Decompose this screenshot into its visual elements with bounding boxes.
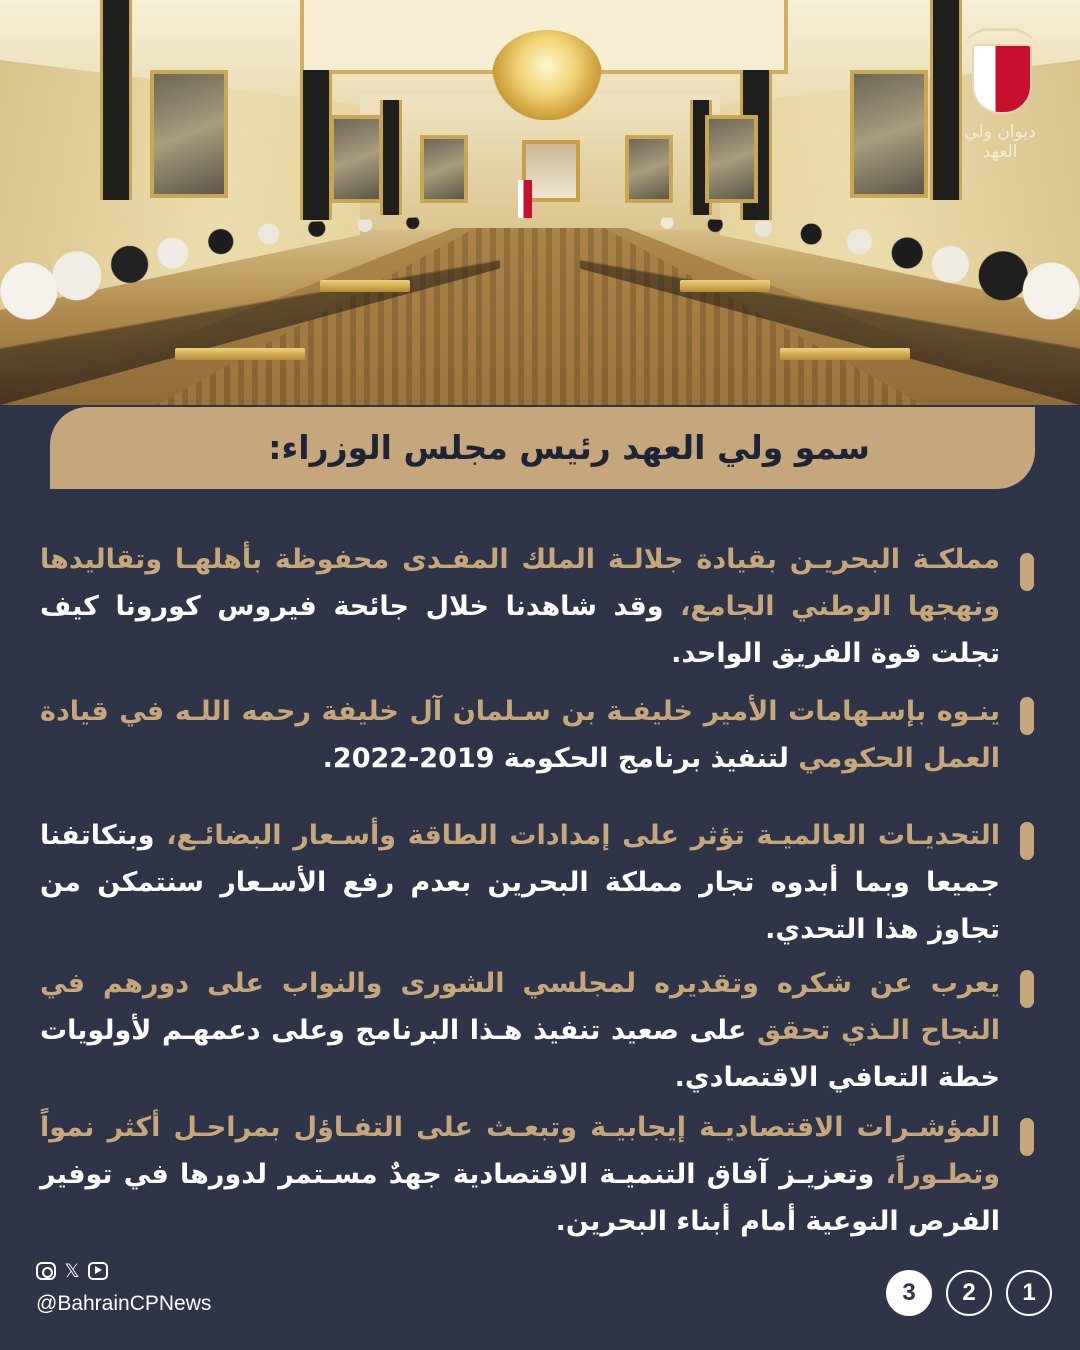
list-item bbox=[40, 688, 1000, 782]
page-indicator-1[interactable]: 1 bbox=[1006, 1270, 1052, 1316]
flag bbox=[518, 180, 532, 218]
item-text: وقد شاهدنا خلال جائحة فيروس كورونا كيف تجلت قوة الفريق الواحد. bbox=[40, 591, 1000, 669]
social-icons bbox=[36, 1262, 108, 1282]
bahrain-crest-icon bbox=[972, 44, 1032, 114]
item-highlight: التحديـات العالميـة تؤثر على إمدادات الطاقة وأسـعار البضائـع، bbox=[166, 820, 1000, 851]
page-title: سمو ولي العهد رئيس مجلس الوزراء: bbox=[268, 428, 870, 467]
twitter-icon[interactable]: 𝕏 bbox=[64, 1260, 80, 1282]
page-indicator-2[interactable]: 2 bbox=[946, 1270, 992, 1316]
bullet-marker bbox=[1020, 697, 1034, 735]
item-highlight: مملكـة البحريـن بقيادة جلالـة الملك المفـدى محفوظة بأهلهـا وتقاليدها ونهجها الوطني الجامع، bbox=[40, 544, 1001, 622]
bullet-marker bbox=[1020, 970, 1034, 1008]
pagination bbox=[886, 1270, 1052, 1316]
item-highlight: المؤشـرات الاقتصاديـة إيجابيـة وتبعـث على التفـاؤل بمراحـل أكثر نمواً وتطـوراً، bbox=[40, 1112, 1000, 1190]
hall-photo bbox=[0, 0, 1080, 405]
item-text: وبتكاتفنا جميعا وبما أبدوه تجار مملكة البحرين بعدم رفع الأسـعار سنتمكن من تجاوز هذا التحدي. bbox=[40, 820, 1000, 945]
bullet-marker bbox=[1020, 553, 1034, 591]
list-item bbox=[40, 812, 1000, 953]
bullet-marker bbox=[1020, 822, 1034, 860]
item-text: على صعيد تنفيذ هـذا البرنامج وعلى دعمهـم لأولويات خطة التعافي الاقتصادي. bbox=[40, 1015, 1000, 1093]
list-item bbox=[40, 1104, 1000, 1245]
item-text: لتنفيذ برنامج الحكومة 2019-2022. bbox=[322, 743, 799, 774]
item-highlight: يعرب عن شكره وتقديره لمجلسي الشورى والنواب على دورهم في النجاح الـذي تحقق bbox=[40, 968, 1001, 1046]
social-handle[interactable]: @BahrainCPNews bbox=[36, 1292, 212, 1315]
youtube-icon[interactable] bbox=[88, 1262, 108, 1280]
page-indicator-3[interactable]: 3 bbox=[886, 1270, 932, 1316]
list-item bbox=[40, 960, 1000, 1101]
bullet-marker bbox=[1020, 1118, 1034, 1156]
logo-text: ديوان ولي العهد bbox=[964, 122, 1036, 162]
item-text: وتعزيـز آفاق التنميـة الاقتصادية جهدٌ مسـتمر لدورها في توفير الفرص النوعية أمام أبناء البحرين. bbox=[40, 1159, 1000, 1237]
list-item bbox=[40, 536, 1000, 677]
item-highlight: ينـوه بإسـهامات الأمير خليفـة بن سـلمان آل خليفة رحمه اللـه في قيادة العمل الحكومي bbox=[40, 696, 1000, 774]
instagram-icon[interactable] bbox=[36, 1262, 56, 1280]
crown-prince-court-logo bbox=[950, 28, 1050, 162]
